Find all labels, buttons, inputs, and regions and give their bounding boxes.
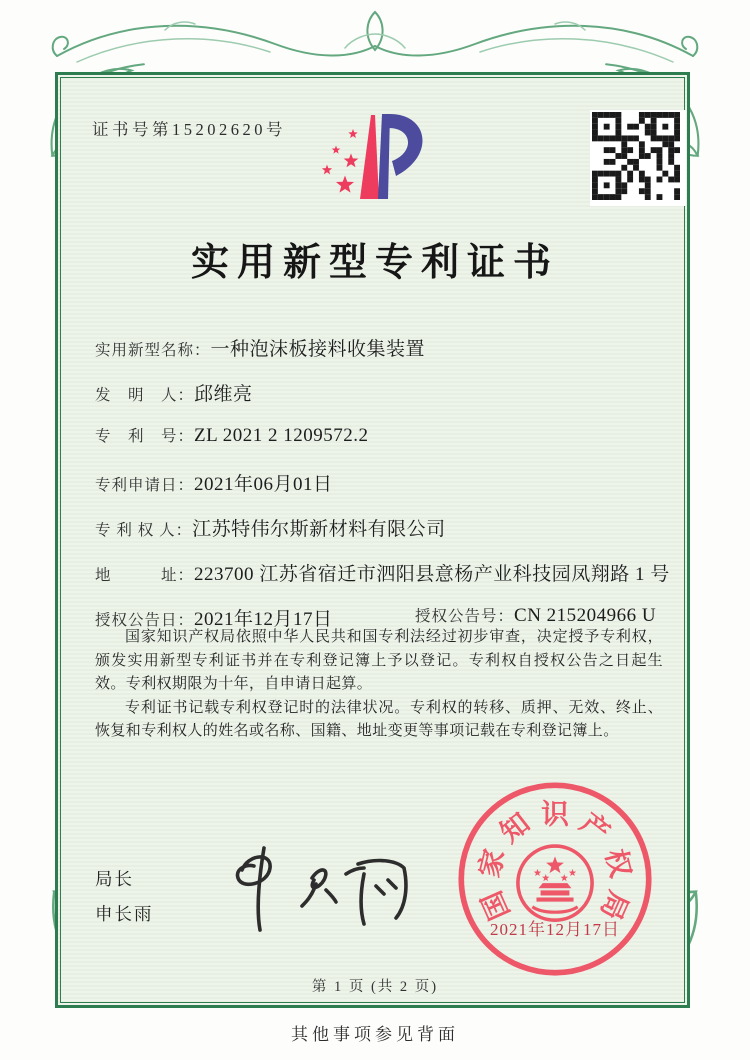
back-note: 其他事项参见背面 [291,1025,459,1044]
signer-block [95,866,154,936]
field-label: 授权公告日： [95,612,195,629]
field-value: CN 215204966 U [514,605,657,626]
field-value: ZL 2021 2 1209572.2 [194,425,369,446]
svg-text:识: 识 [541,799,569,831]
signer-title: 局长 [95,869,134,889]
field-value: 邱维亮 [194,384,253,405]
field-value: 2021年12月17日 [194,609,333,630]
national-emblem-icon [518,846,592,920]
field-row-patent-no [95,414,663,459]
field-value: 223700 江苏省宿迁市泗阳县意杨产业科技园凤翔路 1 号 [194,564,670,585]
field-list [95,324,670,639]
field-value: 2021年06月01日 [194,474,333,495]
field-row-inventor [95,369,663,414]
svg-text:权: 权 [598,846,636,881]
field-label: 专 利 权 人： [95,522,193,539]
field-label: 地 址： [95,567,195,584]
field-label: 专 利 号： [95,428,195,445]
certificate-title: 实用新型专利证书 [190,242,559,284]
field-row-name [95,324,663,369]
top-scroll-ornament [45,4,705,68]
svg-text:知: 知 [495,807,537,850]
field-value: 江苏特伟尔斯新材料有限公司 [192,519,446,540]
svg-text:国: 国 [476,886,517,925]
signer-name: 申长雨 [95,904,154,924]
legal-paragraph-2: 专利证书记载专利权登记时的法律状况。专利权的转移、质押、无效、终止、恢复和专利权人的姓名或名称、国籍、地址变更等事项记载在专利登记簿上。 [95,699,663,739]
field-label: 授权公告号： [415,608,515,625]
certificate-number: 证书号第15202620号 [92,120,286,139]
svg-text:产: 产 [573,807,615,850]
page-number: 第 1 页 (共 2 页) [311,979,439,995]
svg-text:局: 局 [593,886,634,925]
svg-text:家: 家 [474,846,512,881]
cnipa-seal-icon [452,776,658,982]
legal-paragraph-1: 国家知识产权局依照中华人民共和国专利法经过初步审查，决定授予专利权，颁发实用新型专利证书并在专利登记簿上予以登记。专利权自授权公告之日起生效。专利权期限为十年，自申请日起算。 [95,629,663,692]
field-value: 一种泡沫板接料收集装置 [210,339,426,360]
field-label: 专利申请日： [95,477,195,494]
field-row-filing-date [95,459,663,504]
field-row-patentee [95,504,663,549]
signature-handwriting-icon [208,836,422,932]
seal-date: 2021年12月17日 [490,920,620,939]
field-label: 实用新型名称： [95,342,211,359]
qr-code [590,110,686,206]
grant-number-pair [415,604,656,627]
legal-text [95,626,663,744]
cnipa-logo-icon [296,101,462,215]
field-label: 发 明 人： [95,387,195,404]
field-row-address [95,549,670,594]
